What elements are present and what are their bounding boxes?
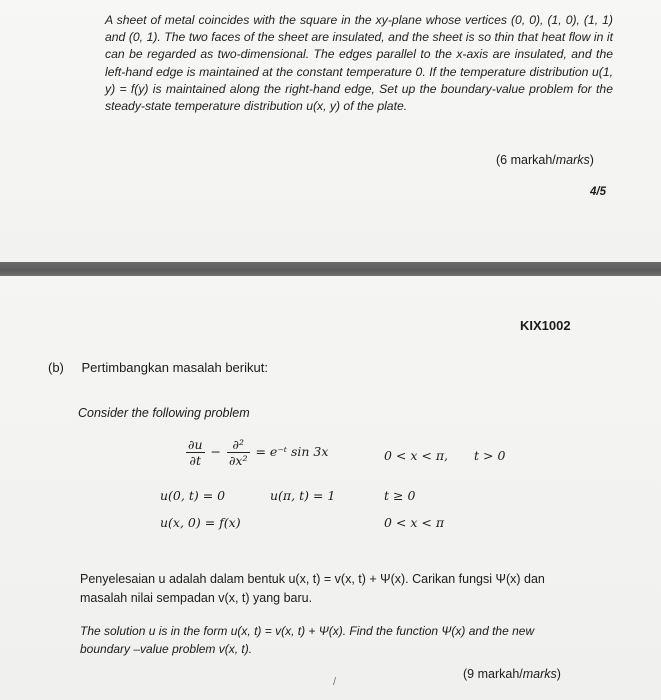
part-b-instruction: Pertimbangkan masalah berikut:: [81, 360, 268, 375]
marks-a: (6 markah/marks): [496, 153, 594, 167]
page-divider: [0, 262, 661, 276]
pde-domain-x: 0 < x < π,: [384, 448, 449, 463]
consider-text: Consider the following problem: [78, 406, 250, 420]
solution-malay: Penyelesaian u adalah dalam bentuk u(x, t) = v(x, t) + Ψ(x). Carikan fungsi Ψ(x) dan masalah nilai sempadan v(x, t) yang baru.: [80, 572, 545, 605]
pde-equation: $\frac{\partial u}{\partial t}$ − $\frac{\text{∂²}}{\text{∂x²}}$ = e⁻ᵗ sin 3x: [188, 437, 329, 468]
bc-domain: t ≥ 0: [384, 488, 416, 503]
ic-domain: 0 < x < π: [384, 515, 445, 530]
problem-a-text: A sheet of metal coincides with the square in the xy-plane whose vertices (0, 0), (1, 0), (1, 1) and (0, 1). The two faces of the sheet are insulated, and the sheet is so thin that heat flow in it can be regarded as two-dimensional. The edges parallel to the x-axis are insulated, and the left-hand edge is maintained at the constant temperature 0. If the temperature distribution u(1, y) = f(y) is maintained along the right-hand edge, Set up the boundary-value problem for the steady-state temperature distribution u(x, y) of the plate.: [105, 13, 613, 114]
solution-english: The solution u is in the form u(x, t) = v(x, t) + Ψ(x). Find the function Ψ(x) and the new boundary –value problem v(x, t).: [80, 624, 535, 656]
bc-left: u(0, t) = 0: [160, 488, 226, 503]
stray-pen-mark: /: [333, 676, 337, 688]
ic-equation: u(x, 0) = f(x): [160, 515, 241, 530]
d2-dx2-fraction: $\frac{\text{∂²}}{\text{∂x²}}$: [228, 437, 248, 468]
page-number: 4/5: [590, 186, 606, 198]
pde-domain-t: t > 0: [474, 448, 506, 463]
course-code: KIX1002: [520, 318, 571, 333]
du-dt-fraction: $\frac{\partial u}{\partial t}$: [188, 437, 203, 468]
part-b-heading: [48, 360, 268, 375]
part-b-label: (b): [48, 360, 64, 375]
bc-right: u(π, t) = 1: [270, 488, 336, 503]
marks-b: (9 markah/marks): [463, 667, 561, 681]
